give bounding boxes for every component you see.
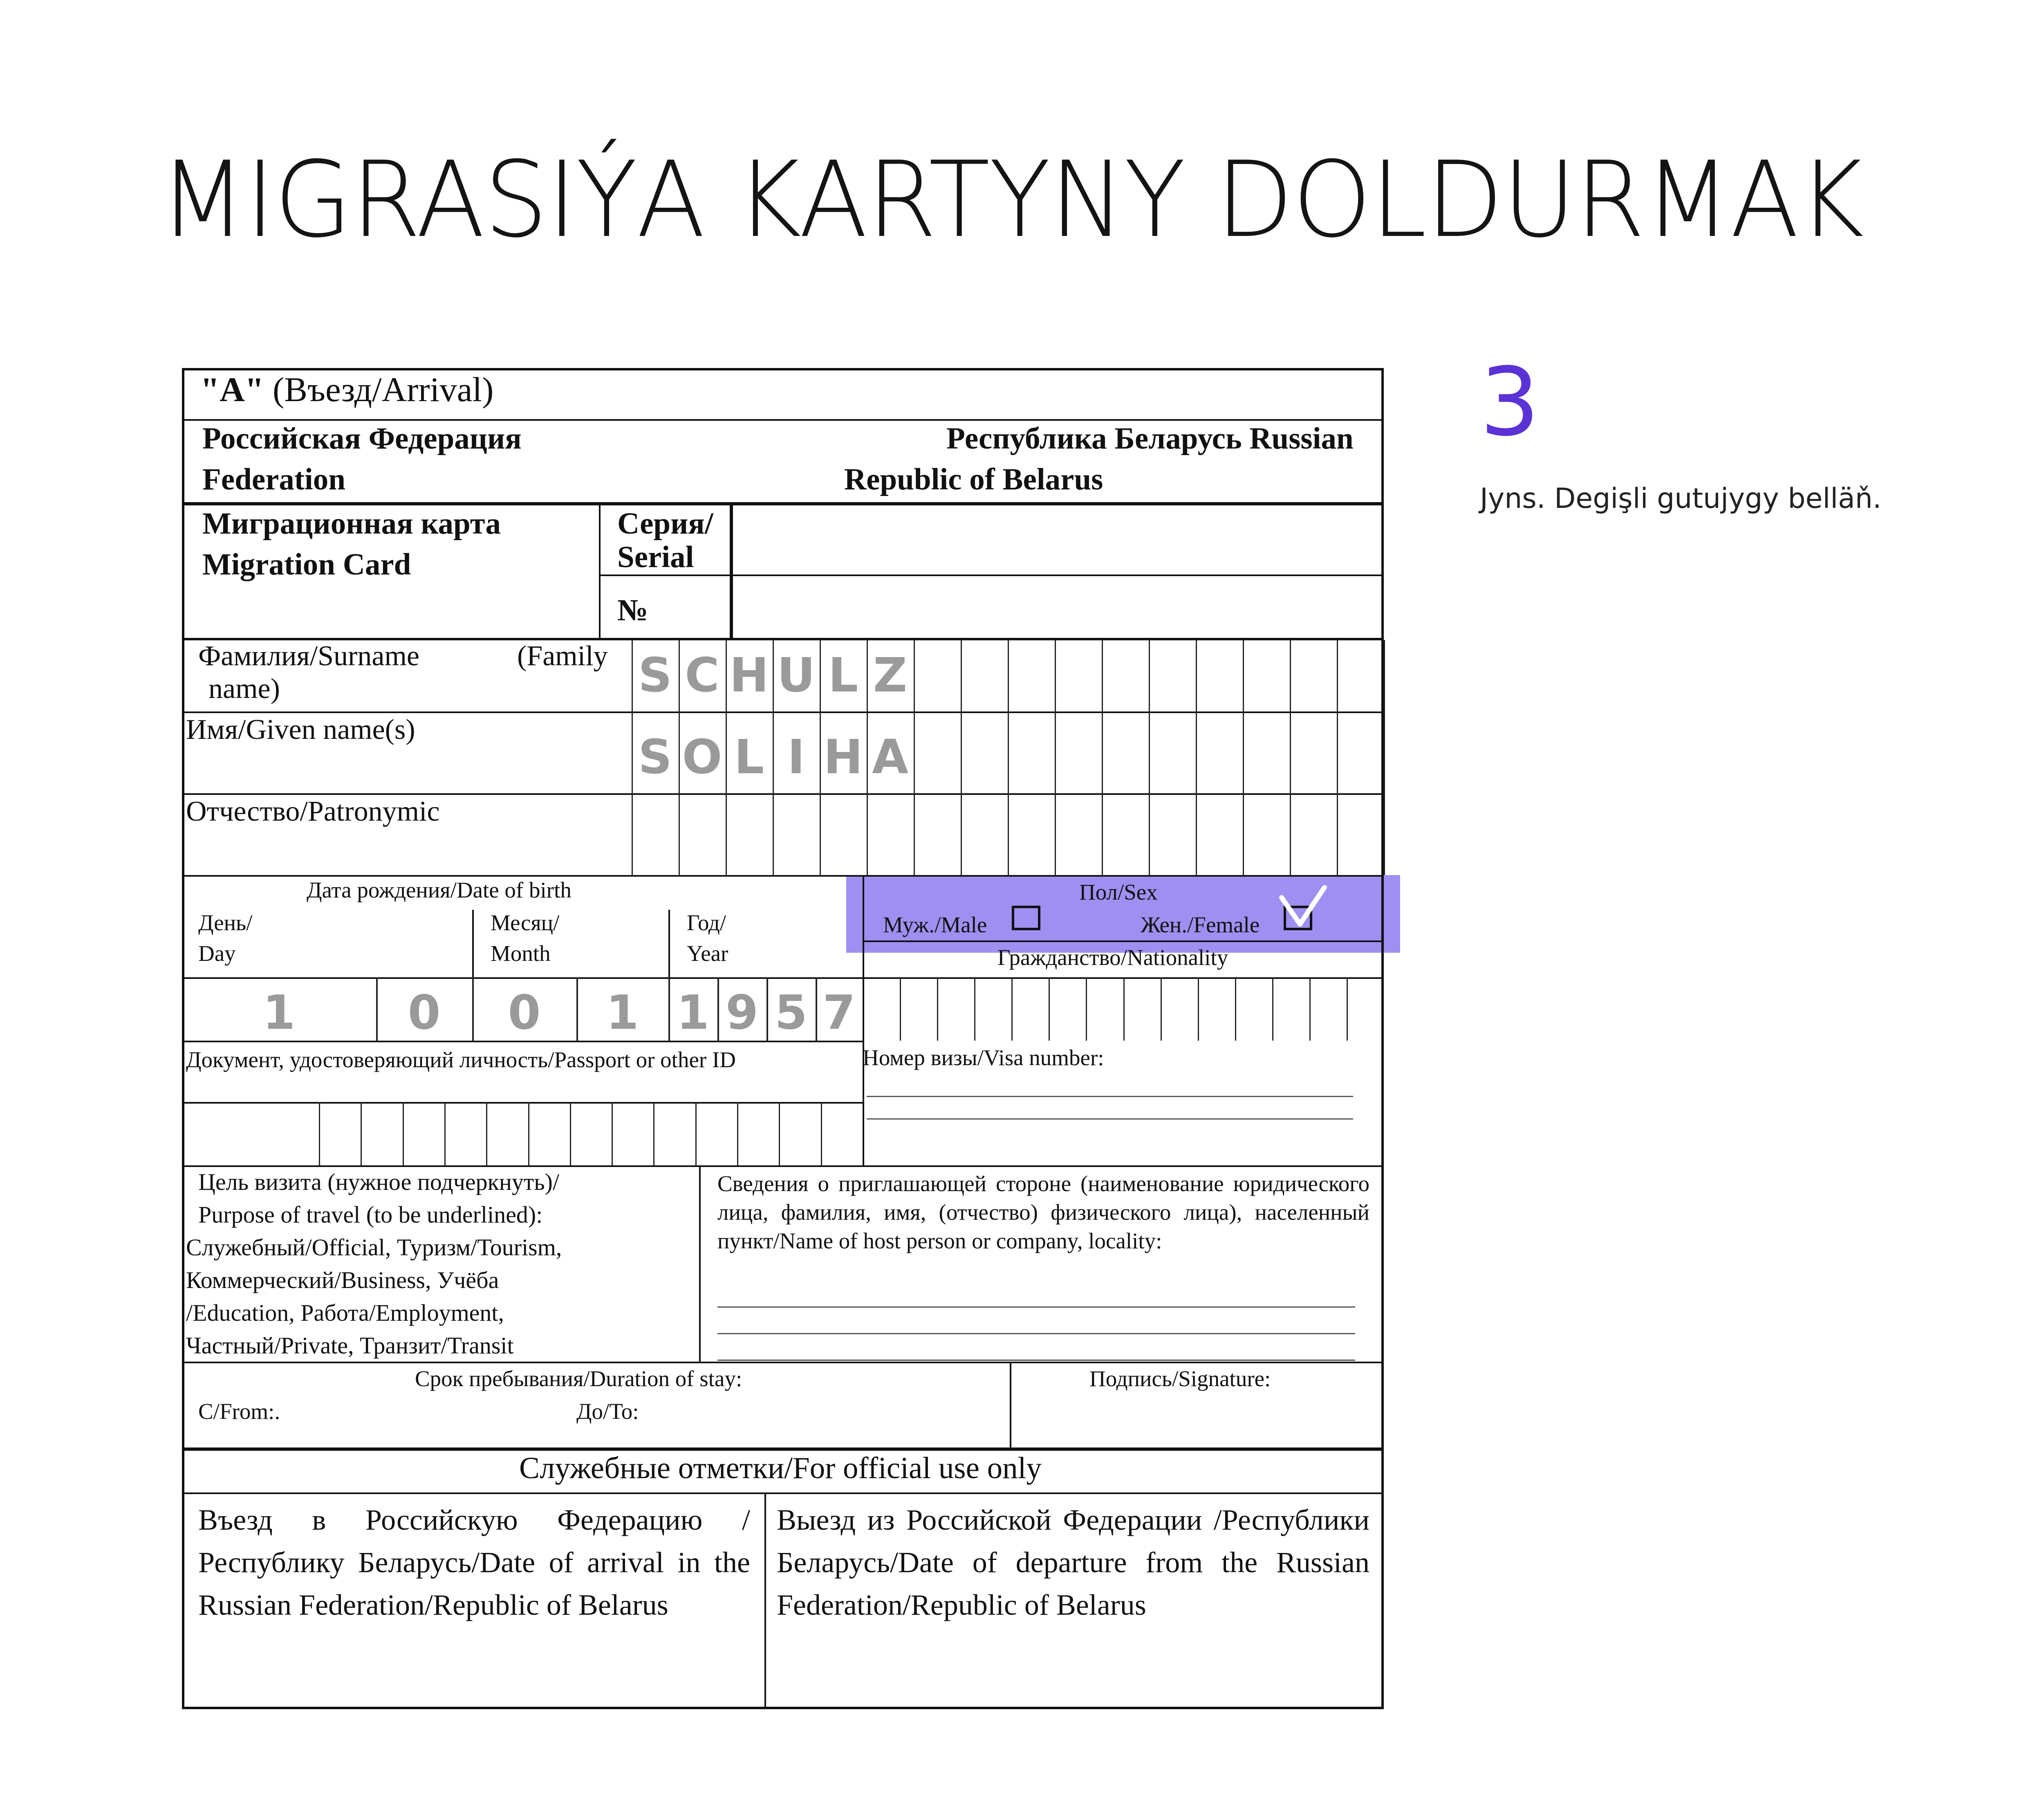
serial-label-2: Serial — [617, 540, 694, 574]
surname-name-label: name) — [208, 673, 280, 705]
grid-line — [900, 977, 901, 1041]
grid-line — [1102, 640, 1103, 875]
purpose-line: Цель визита (нужное подчеркнуть)/ — [198, 1169, 560, 1195]
surname-label: Фамилия/Surname — [198, 640, 419, 672]
migration-card-label-2: Migration Card — [202, 548, 411, 581]
purpose-line: Служебный/Official, Туризм/Tourism, — [186, 1234, 562, 1261]
grid-line — [653, 1102, 654, 1165]
surname-letter[interactable]: H — [729, 648, 769, 703]
grid-line — [914, 640, 915, 875]
given-name-letter[interactable]: L — [734, 730, 764, 785]
day-label-2: Day — [198, 941, 236, 966]
grid-line — [779, 1102, 780, 1165]
grid-line — [1347, 977, 1348, 1041]
dob-digit[interactable]: 1 — [262, 985, 296, 1040]
month-label-2: Month — [491, 941, 551, 966]
signature-label: Подпись/Signature: — [1089, 1366, 1271, 1391]
patronymic-label: Отчество/Patronymic — [186, 796, 440, 827]
grid-line — [974, 977, 975, 1041]
grid-line — [1309, 977, 1311, 1041]
male-checkbox[interactable] — [1012, 906, 1040, 930]
dob-digit[interactable]: 1 — [606, 985, 639, 1040]
checkmark-icon — [1278, 885, 1331, 930]
grid-line — [528, 1102, 529, 1165]
arrival-date-label: Въезд в Российскую Федерацию /Республику Беларусь/Date of arrival in the Russian Federation/Republic of Belarus — [198, 1504, 750, 1621]
official-use-label: Служебные отметки/For official use only — [519, 1451, 1042, 1485]
sex-label: Пол/Sex — [1079, 880, 1158, 904]
grid-line — [1243, 640, 1244, 875]
rf-label-1: Российская Федерация — [202, 422, 522, 456]
grid-line — [695, 1102, 697, 1165]
purpose-line: /Education, Работа/Employment, — [186, 1299, 504, 1326]
surname-family-label: (Family — [517, 640, 608, 672]
grid-line — [1086, 977, 1087, 1041]
passport-label: Документ, удостоверяющий личность/Passport or other ID — [186, 1047, 736, 1072]
duration-label: Срок пребывания/Duration of stay: — [415, 1366, 742, 1391]
grid-line — [444, 1102, 446, 1165]
day-label-1: День/ — [198, 910, 253, 935]
grid-line — [612, 1102, 613, 1165]
page-title: MIGRASIÝA KARTYNY DOLDURMAK — [159, 139, 1863, 261]
given-name-letter[interactable]: O — [682, 730, 722, 785]
arrival-heading: "A" (Въезд/Arrival) — [200, 370, 494, 409]
given-name-letter[interactable]: A — [872, 730, 908, 785]
grid-line — [937, 977, 938, 1041]
grid-line — [1235, 977, 1236, 1041]
male-label: Муж./Male — [883, 912, 987, 937]
purpose-line: Purpose of travel (to be underlined): — [198, 1201, 543, 1228]
given-name-letter[interactable]: H — [823, 730, 863, 785]
rf-label-2: Federation — [202, 462, 345, 496]
year-label-2: Year — [687, 941, 728, 966]
step-instruction: Jyns. Degişli gutujygy belläň. — [1480, 482, 1882, 515]
grid-line — [486, 1102, 487, 1165]
dob-digit[interactable]: 9 — [725, 985, 759, 1040]
female-label: Жен./Female — [1141, 912, 1260, 937]
step-number: 3 — [1480, 348, 1540, 457]
dob-digit[interactable]: 7 — [823, 985, 856, 1040]
grid-line — [1049, 977, 1050, 1041]
dob-digit[interactable]: 5 — [774, 985, 808, 1040]
rb-label-1: Республика Беларусь Russian — [946, 422, 1354, 456]
surname-letter[interactable]: C — [685, 648, 719, 703]
grid-line — [1161, 977, 1162, 1041]
purpose-line: Частный/Private, Транзит/Transit — [186, 1332, 514, 1359]
grid-line — [1123, 977, 1125, 1041]
surname-letter[interactable]: Z — [873, 648, 908, 703]
given-name-label: Имя/Given name(s) — [186, 714, 415, 745]
grid-line — [1011, 977, 1013, 1041]
surname-letter[interactable]: L — [828, 648, 858, 703]
grid-line — [1196, 640, 1197, 875]
given-name-letter[interactable]: S — [638, 730, 672, 785]
departure-date-label: Выезд из Российской Федерации /Республики Беларусь/Date of departure from the Russian Federation/Republic of Belarus — [777, 1504, 1369, 1621]
host-info-label: Сведения о приглашающей стороне (наименование юридического лица, фамилия, имя, (отчество) физического лица), населенный пункт/Name of host person or company, locality: — [717, 1171, 1369, 1253]
nationality-label: Гражданство/Nationality — [997, 945, 1228, 970]
grid-line — [361, 1102, 362, 1165]
dob-digit[interactable]: 0 — [408, 985, 441, 1040]
month-label-1: Месяц/ — [491, 910, 560, 935]
grid-line — [1149, 640, 1150, 875]
given-name-letter[interactable]: I — [787, 730, 805, 785]
grid-line — [1008, 640, 1009, 875]
visa-label: Номер визы/Visa number: — [863, 1045, 1104, 1070]
purpose-line: Коммерческий/Business, Учёба — [186, 1267, 499, 1293]
grid-line — [1337, 640, 1338, 875]
year-label-1: Год/ — [687, 910, 726, 935]
number-sign: № — [617, 593, 648, 627]
dob-label: Дата рождения/Date of birth — [307, 877, 572, 902]
dob-digit[interactable]: 1 — [676, 985, 710, 1040]
rb-label-2: Republic of Belarus — [844, 462, 1103, 496]
grid-line — [737, 1102, 738, 1165]
to-label: До/То: — [576, 1399, 639, 1424]
grid-line — [319, 1102, 320, 1165]
surname-letter[interactable]: S — [638, 648, 672, 703]
grid-line — [1272, 977, 1273, 1041]
from-label: С/From:. — [198, 1399, 280, 1424]
surname-letter[interactable]: U — [777, 648, 816, 703]
grid-line — [1290, 640, 1291, 875]
dob-digit[interactable]: 0 — [508, 985, 541, 1040]
grid-line — [570, 1102, 571, 1165]
grid-line — [961, 640, 962, 875]
grid-line — [1384, 640, 1385, 875]
grid-line — [821, 1102, 822, 1165]
grid-line — [1055, 640, 1056, 875]
grid-line — [403, 1102, 404, 1165]
grid-line — [1198, 977, 1199, 1041]
serial-label-1: Серия/ — [617, 507, 713, 541]
migration-card-label-1: Миграционная карта — [202, 507, 501, 541]
